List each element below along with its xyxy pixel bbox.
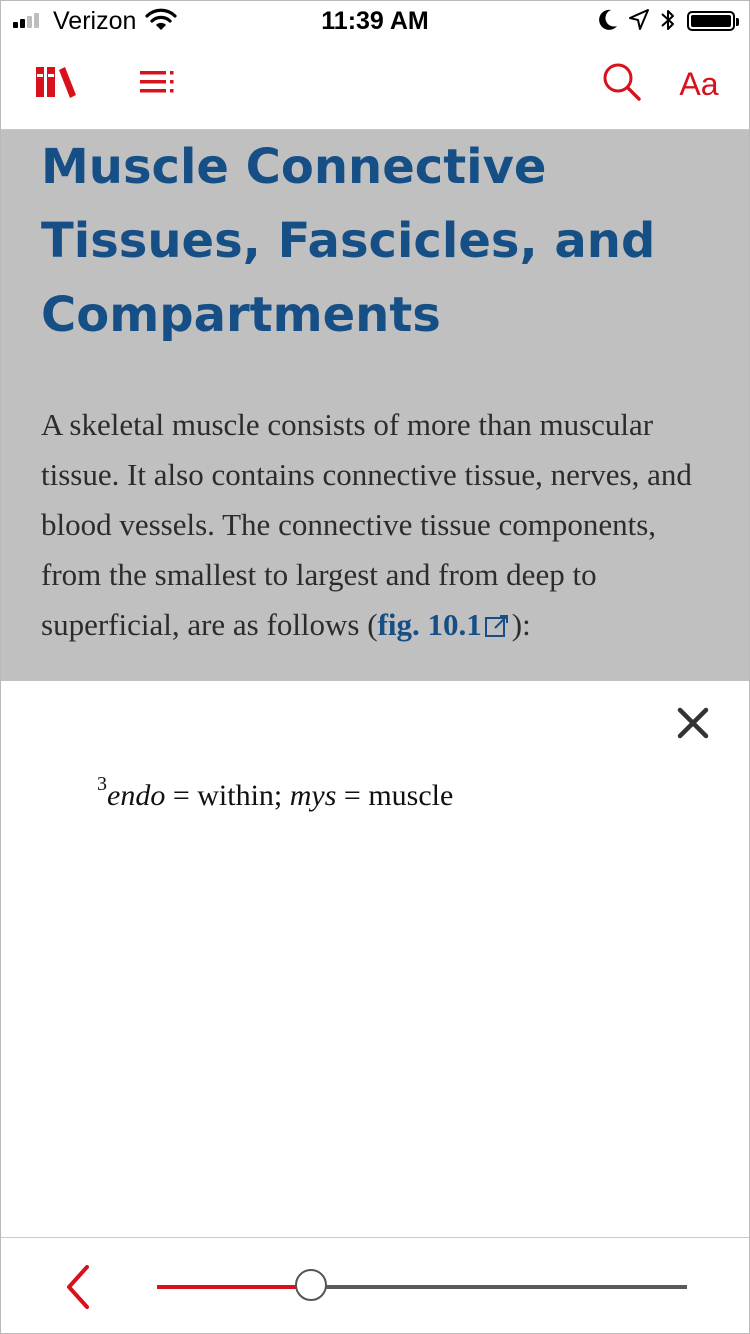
figure-link-label: fig. 10.1 [377,607,482,642]
library-button[interactable] [29,61,81,107]
location-icon [627,7,651,40]
close-button[interactable] [673,703,713,743]
status-bar [1,1,749,41]
footnote-definition-endo: = within; [165,779,290,812]
font-settings-button[interactable]: Aa [679,65,719,102]
carrier-label: Verizon [53,7,137,35]
back-button[interactable] [59,1262,99,1312]
battery-icon [687,11,735,31]
footnote-panel [1,681,749,1237]
section-title: Muscle Connective Tissues, Fascicles, and Compartments [41,139,656,343]
reader-toolbar [1,41,749,130]
bluetooth-icon [659,7,677,40]
footnote-term-endo: endo [107,779,166,812]
slider-thumb[interactable] [295,1269,327,1301]
reading-progress-slider[interactable] [157,1285,687,1289]
paragraph-text: A skeletal muscle consists of more than muscular tissue. It also contains connective tissue, nerves, and blood vessels. The connective tissue components, from the smallest to largest and from deep to superficial, are as follows ( [41,407,692,642]
close-icon [673,703,713,743]
search-icon [601,61,643,108]
footnote-text [97,773,454,813]
footnote-term-mys: mys [289,779,337,812]
table-of-contents-button[interactable] [133,61,179,107]
section-paragraph [41,400,721,653]
paragraph-end: ): [511,607,531,642]
external-link-icon [484,603,510,653]
bottom-bar [1,1237,749,1334]
do-not-disturb-icon [595,7,619,40]
progress-fill [157,1285,311,1289]
library-books-icon [32,65,78,104]
chevron-left-icon [59,1262,99,1312]
reading-area[interactable] [1,130,749,681]
status-time: 11:39 AM [321,7,429,35]
table-of-contents-icon [136,67,176,102]
footnote-definition-mys: = muscle [336,779,454,812]
figure-link[interactable] [378,607,512,642]
search-button[interactable] [599,61,645,107]
footnote-number: 3 [97,773,107,795]
